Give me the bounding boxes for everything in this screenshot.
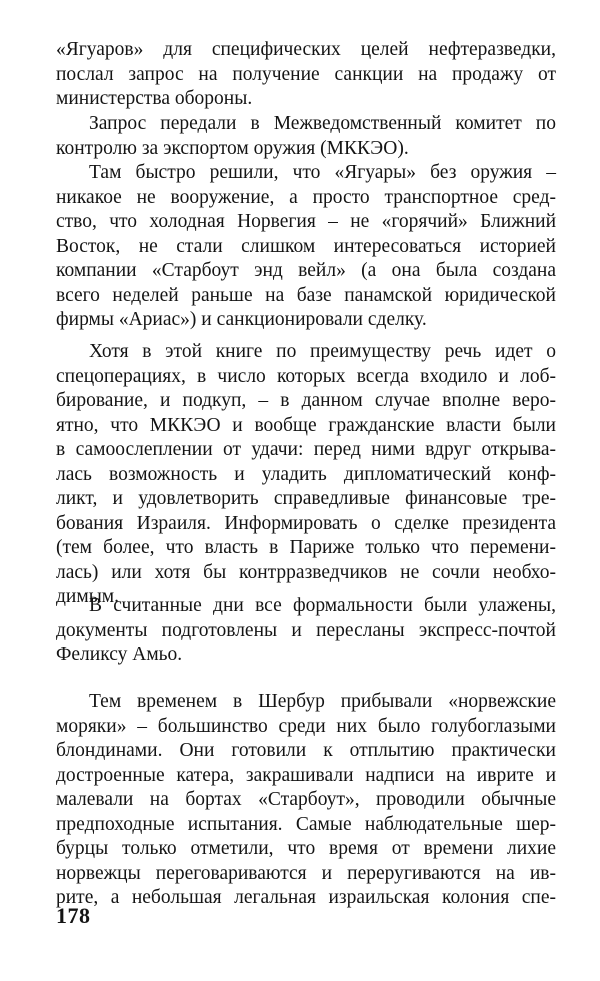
text-line: ство, что холодная Норвегия – не «горячий» Ближний [56,211,556,232]
text-line: Феликсу Амьо. [56,644,183,665]
text-line: моряки» – большинство среди них было голубоглазыми [56,715,556,737]
text-line: «Ягуаров» для специфических целей нефтеразведки, [56,39,556,60]
paragraph [56,340,556,610]
text-line: спецоперациях, в число которых всегда входило и лоб- [56,365,556,387]
text-line: норвежцы переговариваются и переругиваются на ив- [56,862,556,884]
text-line: ликт, и удовлетворить справедливые финансовые тре- [56,488,556,509]
paragraph [56,594,556,668]
text-line: достроенные катера, закрашивали надписи на иврите и [56,764,556,786]
text-line: димым. [56,586,120,607]
text-line: лась) или хотя бы контрразведчиков не сочли необхо- [56,561,556,583]
page-number: 178 [56,903,91,928]
text-line: фирмы «Ариас») и санкционировали сделку. [56,309,427,330]
text-line: Запрос передали в Межведомственный комитет по [89,113,556,134]
text-line: в самоослеплении от удачи: перед ними вдруг открыва- [56,439,556,460]
paragraph [56,161,556,333]
text-line: ятно, что МККЭО и вообще гражданские власти были [56,414,556,436]
text-line: министерства обороны. [56,88,253,109]
text-line: Восток, не стали слишком интересоваться историей [56,235,556,257]
text-line: Там быстро решили, что «Ягуары» без оружия – [89,162,556,183]
text-line: компании «Старбоут энд вейл» (а она была создана [56,260,556,281]
text-line: бирование, и подкуп, – в данном случае вполне веро- [56,390,556,411]
text-line: (тем более, что власть в Париже только что перемени- [56,537,556,558]
text-line: предпоходные испытания. Самые наблюдательные шер- [56,813,556,835]
text-line: документы подготовлены и пересланы экспресс-почтой [56,619,556,641]
text-line: малевали на бортах «Старбоут», проводили обычные [56,789,556,810]
paragraph [56,38,556,112]
paragraph [56,112,556,161]
text-line: бования Израиля. Информировать о сделке президента [56,512,556,534]
text-line: Тем временем в Шербур прибывали «норвежские [89,691,556,712]
text-line: Хотя в этой книге по преимуществу речь идет о [89,341,556,362]
text-line: рите, а небольшая легальная израильская колония спе- [56,887,556,908]
text-line: бурцы только отметили, что время от времени лихие [56,838,556,859]
text-line: лась возможность и уладить дипломатический конф- [56,463,556,485]
text-line: В считанные дни все формальности были улажены, [89,595,556,616]
text-line: послал запрос на получение санкции на продажу от [56,63,556,85]
text-line: всего неделей раньше на базе панамской юридической [56,284,556,306]
paragraph [56,690,556,911]
text-line: никакое не вооружение, а просто транспортное сред- [56,186,556,208]
text-line: контролю за экспортом оружия (МККЭО). [56,137,409,159]
text-line: блондинами. Они готовили к отплытию практически [56,740,556,761]
